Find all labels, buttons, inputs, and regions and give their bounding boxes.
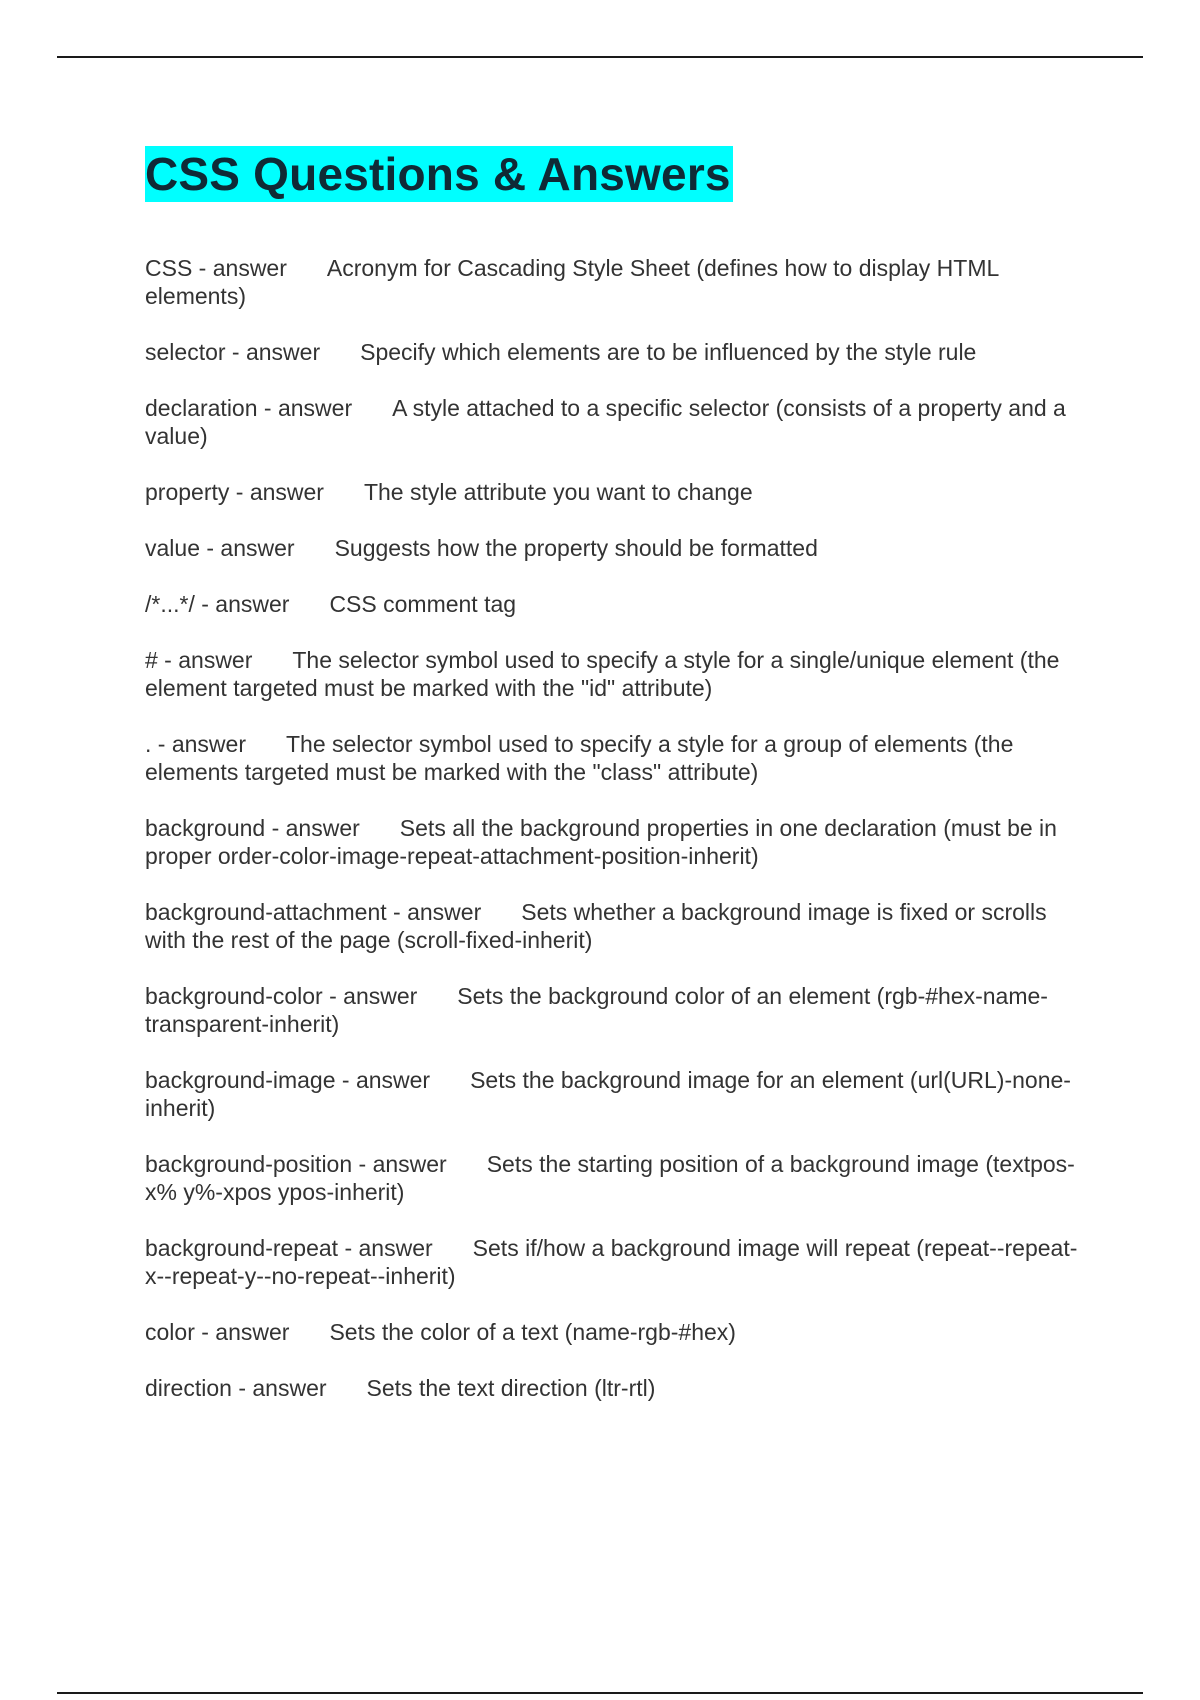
qa-definition: Sets the color of a text (name-rgb-#hex) — [329, 1319, 736, 1345]
qa-term: property - answer — [145, 479, 324, 505]
qa-definition: Sets the background image for an element (url(URL)-none-inherit) — [145, 1067, 1071, 1121]
list-item — [145, 254, 1080, 310]
list-item — [145, 338, 1080, 366]
page-title: CSS Questions & Answers — [145, 148, 731, 200]
qa-term: # - answer — [145, 647, 253, 673]
qa-definition: Specify which elements are to be influenced by the style rule — [360, 339, 977, 365]
qa-definition: CSS comment tag — [329, 591, 517, 617]
list-item — [145, 478, 1080, 506]
qa-list — [145, 254, 1080, 1402]
qa-definition: Sets the starting position of a background image (textpos-x% y%-xpos ypos-inherit) — [145, 1151, 1075, 1205]
list-item — [145, 982, 1080, 1038]
qa-term: background-position - answer — [145, 1151, 447, 1177]
qa-definition: The selector symbol used to specify a style for a single/unique element (the element targeted must be marked with the "id" attribute) — [145, 647, 1060, 701]
qa-definition: Sets if/how a background image will repeat (repeat--repeat-x--repeat-y--no-repeat--inherit) — [145, 1235, 1078, 1289]
top-divider — [57, 56, 1143, 58]
qa-term: background-image - answer — [145, 1067, 431, 1093]
qa-term: declaration - answer — [145, 395, 353, 421]
list-item — [145, 394, 1080, 450]
qa-term: CSS - answer — [145, 255, 287, 281]
qa-definition: The style attribute you want to change — [363, 479, 753, 505]
qa-definition: The selector symbol used to specify a style for a group of elements (the elements targeted must be marked with the "class" attribute) — [145, 731, 1014, 785]
qa-definition: A style attached to a specific selector (consists of a property and a value) — [145, 395, 1066, 449]
qa-term: background-repeat - answer — [145, 1235, 433, 1261]
list-item — [145, 898, 1080, 954]
qa-definition: Suggests how the property should be formatted — [334, 535, 818, 561]
list-item — [145, 1318, 1080, 1346]
document-page — [145, 146, 1080, 1430]
qa-term: . - answer — [145, 731, 246, 757]
qa-definition: Acronym for Cascading Style Sheet (defines how to display HTML elements) — [145, 255, 999, 309]
qa-definition: Sets whether a background image is fixed or scrolls with the rest of the page (scroll-fixed-inherit) — [145, 899, 1047, 953]
list-item — [145, 590, 1080, 618]
list-item — [145, 1066, 1080, 1122]
qa-definition: Sets the background color of an element (rgb-#hex-name-transparent-inherit) — [145, 983, 1048, 1037]
qa-definition: Sets the text direction (ltr-rtl) — [366, 1375, 656, 1401]
list-item — [145, 646, 1080, 702]
qa-term: selector - answer — [145, 339, 321, 365]
list-item — [145, 1234, 1080, 1290]
list-item — [145, 534, 1080, 562]
qa-term: /*...*/ - answer — [145, 591, 290, 617]
qa-term: value - answer — [145, 535, 295, 561]
qa-definition: Sets all the background properties in one declaration (must be in proper order-color-image-repeat-attachment-position-inherit) — [145, 815, 1057, 869]
qa-term: background-attachment - answer — [145, 899, 482, 925]
list-item — [145, 1374, 1080, 1402]
qa-term: direction - answer — [145, 1375, 327, 1401]
list-item — [145, 1150, 1080, 1206]
list-item — [145, 730, 1080, 786]
qa-term: background-color - answer — [145, 983, 418, 1009]
qa-term: color - answer — [145, 1319, 290, 1345]
qa-term: background - answer — [145, 815, 360, 841]
list-item — [145, 814, 1080, 870]
bottom-divider — [57, 1692, 1143, 1694]
